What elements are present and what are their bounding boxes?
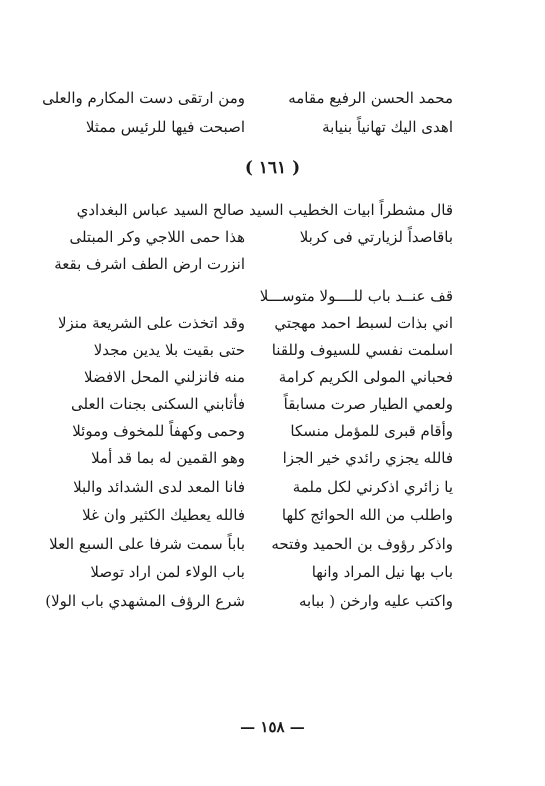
verse-first-hemistich: محمد الحسن الرفيع مقامه bbox=[288, 89, 453, 107]
verse-first-hemistich: فالله يجزي رائدي خير الجزا bbox=[282, 449, 453, 467]
verse-second-hemistich: اصبحت فيها للرئيس ممثلا bbox=[85, 118, 245, 136]
verse-first-hemistich: اهدى اليك تهانياً بنيابة bbox=[322, 118, 453, 136]
verse-second-hemistich: فانا المعد لدى الشدائد والبلا bbox=[73, 478, 245, 496]
intro-line: قال مشطراً ابيات الخطيب السيد صالح السيد عباس البغدادي bbox=[76, 201, 453, 219]
verse-second-hemistich: شرع الرؤف المشهدي باب الولا) bbox=[45, 592, 245, 610]
verse-second-hemistich: ومن ارتقى دست المكارم والعلى bbox=[42, 89, 245, 107]
page-number: — ١٥٨ — bbox=[240, 718, 305, 736]
verse-second-hemistich: فأثابني السكنى بجنات العلى bbox=[71, 395, 245, 413]
verse-first-hemistich: واطلب من الله الحوائج كلها bbox=[281, 506, 453, 524]
verse-first-hemistich: باقاصداً لزيارتي فى كربلا bbox=[299, 228, 453, 246]
verse-first-hemistich: واكتب عليه وارخن ( ببابه bbox=[298, 592, 453, 610]
section-number: ( ١٦١ ) bbox=[244, 158, 301, 178]
verse-first-hemistich: واذكر رؤوف بن الحميد وفتحه bbox=[271, 535, 453, 553]
verse-first-hemistich: باب بها نيل المراد وانها bbox=[311, 563, 453, 581]
verse-second-hemistich: هذا حمى اللاجي وكر المبتلى bbox=[69, 228, 245, 246]
verse-second-hemistich: منه فانزلني المحل الافضلا bbox=[83, 368, 245, 386]
verse-first-hemistich: اني بذات لسبط احمد مهجتي bbox=[274, 314, 453, 332]
verse-second-hemistich: وهو القمين له بما قد أملا bbox=[91, 449, 245, 467]
verse-second-hemistich: فالله يعطيك الكثير وان غلا bbox=[82, 506, 245, 524]
verse-first-hemistich: فحباني المولى الكريم كرامة bbox=[278, 368, 453, 386]
verse-second-hemistich: وقد اتخذت على الشريعة منزلا bbox=[57, 314, 245, 332]
intro-line: قف عنــد باب للــــولا متوســـلا bbox=[259, 287, 453, 305]
verse-second-hemistich: باباً سمت شرفا على السبع العلا bbox=[49, 535, 245, 553]
verse-first-hemistich: ولعمي الطيار صرت مسابقاً bbox=[283, 395, 453, 413]
verse-first-hemistich: اسلمت نفسي للسيوف وللقنا bbox=[271, 341, 453, 359]
verse-first-hemistich: يا زائري اذكرني لكل ملمة bbox=[292, 478, 453, 496]
intro-line: انزرت ارض الطف اشرف بقعة bbox=[54, 255, 245, 273]
verse-first-hemistich: وأقام قبرى للمؤمل منسكا bbox=[290, 422, 453, 440]
verse-second-hemistich: حتى بقيت بلا يدين مجدلا bbox=[93, 341, 245, 359]
verse-second-hemistich: وحمى وكهفاً للمخوف وموئلا bbox=[72, 422, 245, 440]
verse-second-hemistich: باب الولاء لمن اراد توصلا bbox=[90, 563, 245, 581]
